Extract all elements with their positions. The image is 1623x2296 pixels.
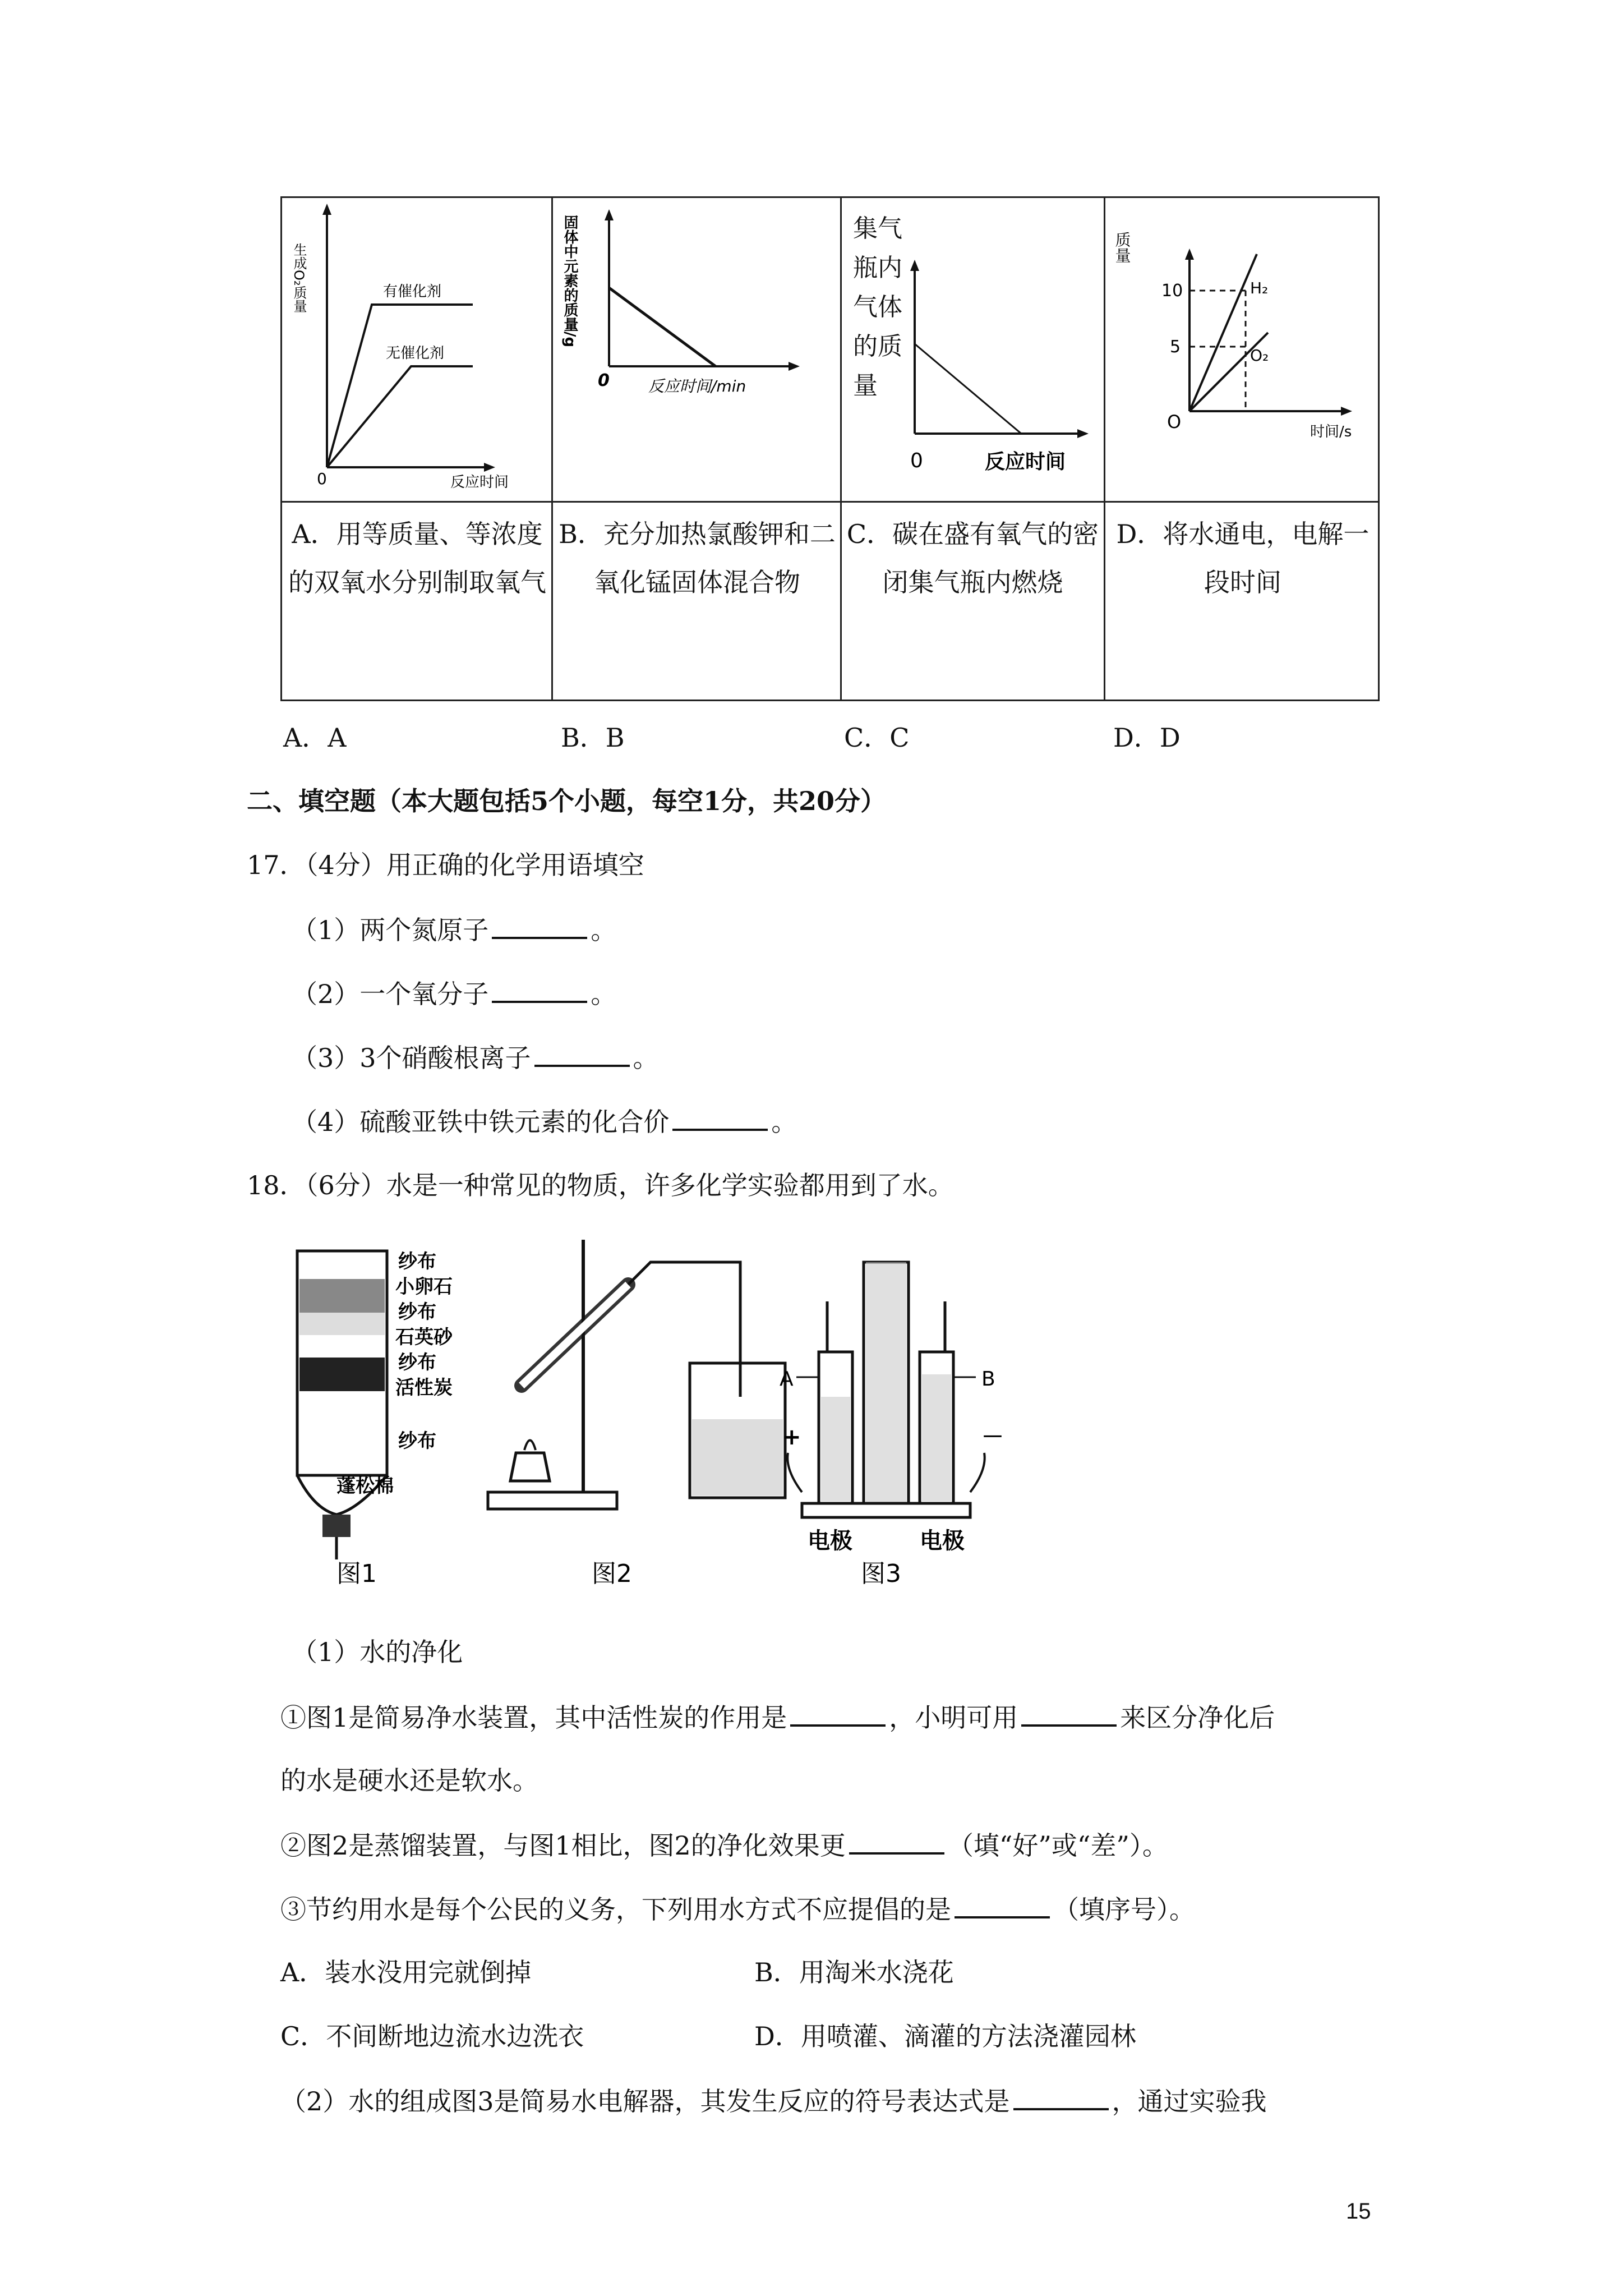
answer-blank[interactable] [672,1104,768,1131]
electrode-label-2: 电极 [920,1528,965,1554]
q18-option-b: B．用淘米水浇花 [754,1957,954,1987]
q18-figures [280,1228,1054,1599]
q17-item-3-end: 。 [633,1043,659,1073]
electrode-label-1: 电极 [808,1528,852,1554]
graph-b-ylabel: 固体中元素的质量/g [561,215,578,348]
alcohol-lamp [510,1453,550,1481]
filter-label-5: 纱布 [398,1351,436,1374]
q18-p1-text-c: 来区分净化后 [1120,1703,1275,1733]
graph-table [280,196,1380,701]
q17-item-3 [292,1040,659,1075]
table-divider [282,501,1378,503]
answer-blank[interactable] [534,1040,630,1067]
q18-p1-line2: 的水是硬水还是软水。 [280,1765,538,1796]
filter-label-2: 小卵石 [395,1276,453,1298]
filter-label-3: 纱布 [398,1301,436,1323]
q17-item-4-text: （4）硫酸亚铁中铁元素的化合价 [292,1107,670,1137]
graph-c-ylabel: 集气瓶内气体的质量 [853,214,902,400]
filter-label-1: 纱布 [398,1250,436,1273]
electrolyzer-minus: － [981,1424,1004,1450]
q18-p2-text-b: （填“好”或“差”）。 [947,1830,1168,1861]
answer-blank[interactable] [790,1700,886,1727]
q17-item-1 [292,912,616,947]
sand-layer [299,1313,385,1335]
graph-d-h2-label: H₂ [1250,279,1269,297]
q16-option-d: D．D [1113,723,1181,753]
graph-b-xlabel: 反应时间/min [648,377,746,395]
answer-blank[interactable] [955,1892,1050,1918]
electrolyzer-label-b: B [981,1368,995,1391]
q17-item-1-text: （1）两个氮原子 [292,915,489,945]
graph-a-line1-label: 有催化剂 [383,283,442,300]
carbon-layer [299,1358,385,1391]
q17-item-4-end: 。 [771,1107,797,1137]
q16-option-b: B．B [561,723,625,753]
q18-sub2-text-a: （2）水的组成图3是简易水电解器，其发生反应的符号表达式是 [280,2086,1010,2116]
filter-label-6: 活性炭 [395,1377,453,1399]
q18-p2 [280,1828,1168,1862]
filter-label-8: 蓬松棉 [336,1475,394,1497]
q18-stem: 18．（6分）水是一种常见的物质，许多化学实验都用到了水。 [247,1170,954,1200]
filter-label-4: 石英砂 [395,1326,453,1349]
figure-3-caption: 图3 [861,1559,901,1588]
graph-a [282,198,551,501]
q18-option-c: C．不间断地边流水边洗衣 [280,2021,584,2051]
figure-2-distillation [488,1240,785,1588]
graph-b [553,198,840,501]
q17-item-4 [292,1104,797,1139]
graph-c-xlabel: 反应时间 [985,450,1066,473]
section-title: 二、填空题（本大题包括5个小题，每空1分，共20分） [247,786,887,816]
answer-blank[interactable] [492,912,587,939]
graph-c [842,198,1104,501]
q17-item-2 [292,976,616,1011]
q18-p3-text-a: ③节约用水是每个公民的义务，下列用水方式不应提倡的是 [280,1894,951,1925]
graph-a-line2-label: 无催化剂 [386,345,445,362]
q18-option-a: A．装水没用完就倒掉 [280,1957,532,1987]
graph-b-origin: 0 [598,371,610,390]
q18-p1-text-a: ①图1是简易净水装置，其中活性炭的作用是 [280,1703,787,1733]
q18-p3 [280,1892,1195,1926]
graph-d-origin: O [1167,411,1182,432]
q17-item-2-end: 。 [591,979,617,1009]
q18-sub1: （1）水的净化 [292,1637,463,1667]
graph-d [1105,198,1380,501]
q18-p1-line1 [280,1700,1275,1734]
q18-p2-text-a: ②图2是蒸馏装置，与图1相比，图2的净化效果更 [280,1830,846,1861]
figure-1-caption: 图1 [336,1559,377,1588]
q17-item-3-text: （3）3个硝酸根离子 [292,1043,531,1073]
answer-blank[interactable] [1021,1700,1117,1727]
page-number: 15 [1346,2199,1371,2224]
q18-sub2 [280,2083,1267,2118]
graph-d-xlabel: 时间/s [1310,424,1352,440]
caption-a: A．用等质量、等浓度的双氧水分别制取氧气 [288,519,546,597]
graph-d-ylabel: 质量 [1113,232,1132,263]
graph-c-origin: 0 [910,449,923,472]
q17-stem: 17．（4分）用正确的化学用语填空 [247,850,644,880]
caption-d: D．将水通电，电解一段时间 [1116,519,1370,597]
q16-option-c: C．C [844,723,910,753]
figure-2-caption: 图2 [592,1559,632,1588]
answer-blank[interactable] [492,976,587,1003]
q17-item-1-end: 。 [591,915,617,945]
answer-blank[interactable] [849,1828,944,1855]
electrolyzer-label-a: A [780,1368,794,1391]
pebble-layer [299,1279,385,1313]
graph-d-tick-10: 10 [1161,281,1183,301]
q17-item-2-text: （2）一个氧分子 [292,979,489,1009]
graph-a-origin: 0 [317,470,327,488]
caption-b: B．充分加热氯酸钾和二氧化锰固体混合物 [559,519,836,597]
q16-option-a: A．A [283,723,347,753]
answer-blank[interactable] [1013,2083,1109,2110]
graph-d-tick-5: 5 [1170,337,1181,357]
q18-p1-text-b: ，小明可用 [889,1703,1018,1733]
graph-a-ylabel: 生成O₂质量 [291,243,307,313]
q18-sub2-text-b: ，通过实验我 [1112,2086,1267,2116]
caption-c: C．碳在盛有氧气的密闭集气瓶内燃烧 [846,519,1099,597]
graph-c-ylabel-box [853,209,909,445]
graph-a-xlabel: 反应时间 [450,474,509,491]
figure-1-water-filter [297,1250,453,1588]
q18-option-d: D．用喷灌、滴灌的方法浇灌园林 [754,2021,1136,2051]
electrolyzer-plus: + [782,1424,801,1450]
figure-3-electrolyzer [780,1262,1004,1588]
filter-label-7: 纱布 [398,1430,436,1452]
graph-d-o2-label: O₂ [1250,346,1269,365]
q18-p3-text-b: （填序号）。 [1053,1894,1195,1925]
